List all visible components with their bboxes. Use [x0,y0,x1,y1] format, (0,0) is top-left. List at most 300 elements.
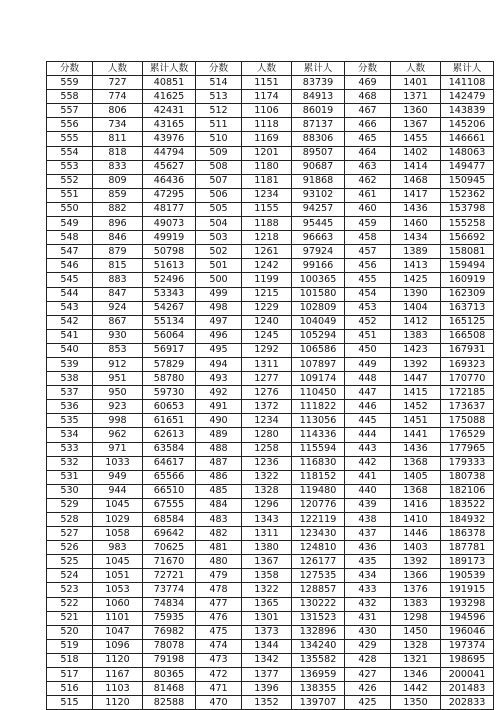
score-cell: 494 [196,357,242,371]
score-cell: 505 [196,202,242,216]
count-cell: 1229 [242,301,292,315]
count-cell: 1051 [93,569,143,583]
cumulative-cell: 69642 [143,527,196,541]
count-cell: 1441 [391,428,441,442]
score-cell: 499 [196,287,242,301]
score-cell: 448 [345,372,391,386]
table-row [47,668,494,682]
score-cell: 443 [345,442,391,456]
score-cell: 477 [196,597,242,611]
count-cell: 1447 [391,372,441,386]
table-row [47,625,494,639]
score-cell: 466 [345,118,391,132]
count-cell: 962 [93,428,143,442]
table-row [47,217,494,231]
score-cell: 517 [47,668,93,682]
count-cell: 1401 [391,76,441,90]
count-cell: 1436 [391,202,441,216]
count-cell: 1436 [391,442,441,456]
score-cell: 540 [47,343,93,357]
score-cell: 527 [47,527,93,541]
cumulative-cell: 76982 [143,625,196,639]
count-cell: 951 [93,372,143,386]
score-cell: 480 [196,555,242,569]
cumulative-cell: 56917 [143,343,196,357]
cumulative-cell: 70625 [143,541,196,555]
count-cell: 1413 [391,259,441,273]
count-cell: 924 [93,301,143,315]
cumulative-cell: 115594 [292,442,345,456]
score-cell: 558 [47,90,93,104]
score-cell: 521 [47,611,93,625]
cumulative-cell: 197374 [441,639,494,653]
cumulative-cell: 114336 [292,428,345,442]
count-cell: 1234 [242,414,292,428]
score-cell: 450 [345,343,391,357]
table-row [47,76,494,90]
score-cell: 495 [196,343,242,357]
score-cell: 515 [47,696,93,710]
cumulative-cell: 78078 [143,639,196,653]
score-cell: 483 [196,513,242,527]
cumulative-cell: 88306 [292,132,345,146]
score-cell: 482 [196,527,242,541]
score-distribution-table-container [46,61,492,710]
score-cell: 531 [47,470,93,484]
count-cell: 1367 [242,555,292,569]
count-cell: 1367 [391,118,441,132]
score-cell: 447 [345,386,391,400]
score-cell: 507 [196,174,242,188]
score-cell: 438 [345,513,391,527]
score-cell: 434 [345,569,391,583]
table-row [47,414,494,428]
table-row [47,653,494,667]
table-row [47,386,494,400]
cumulative-cell: 135582 [292,653,345,667]
count-cell: 1417 [391,188,441,202]
cumulative-cell: 118152 [292,470,345,484]
header-score: 分数 [345,62,391,76]
score-cell: 428 [345,653,391,667]
cumulative-cell: 165125 [441,315,494,329]
cumulative-cell: 202833 [441,696,494,710]
cumulative-cell: 130222 [292,597,345,611]
score-cell: 490 [196,414,242,428]
score-cell: 544 [47,287,93,301]
cumulative-cell: 99166 [292,259,345,273]
table-row [47,541,494,555]
score-cell: 553 [47,160,93,174]
score-cell: 538 [47,372,93,386]
count-cell: 1344 [242,639,292,653]
cumulative-cell: 82588 [143,696,196,710]
count-cell: 1403 [391,541,441,555]
cumulative-cell: 106586 [292,343,345,357]
score-cell: 425 [345,696,391,710]
count-cell: 1120 [93,696,143,710]
score-cell: 456 [345,259,391,273]
count-cell: 1240 [242,315,292,329]
count-cell: 1392 [391,357,441,371]
table-row [47,428,494,442]
header-score: 分数 [47,62,93,76]
count-cell: 1322 [242,583,292,597]
count-cell: 923 [93,400,143,414]
score-cell: 523 [47,583,93,597]
cumulative-cell: 138355 [292,682,345,696]
table-row [47,287,494,301]
score-cell: 467 [345,104,391,118]
score-cell: 528 [47,513,93,527]
cumulative-cell: 177965 [441,442,494,456]
score-cell: 493 [196,372,242,386]
count-cell: 1368 [391,484,441,498]
score-cell: 458 [345,231,391,245]
score-cell: 470 [196,696,242,710]
count-cell: 1029 [93,513,143,527]
score-cell: 471 [196,682,242,696]
table-row [47,611,494,625]
cumulative-cell: 123430 [292,527,345,541]
count-cell: 1174 [242,90,292,104]
cumulative-cell: 119480 [292,484,345,498]
cumulative-cell: 201483 [441,682,494,696]
cumulative-cell: 55134 [143,315,196,329]
cumulative-cell: 62613 [143,428,196,442]
table-row [47,160,494,174]
score-cell: 431 [345,611,391,625]
cumulative-cell: 143839 [441,104,494,118]
cumulative-cell: 149477 [441,160,494,174]
score-cell: 430 [345,625,391,639]
table-row [47,555,494,569]
cumulative-cell: 186378 [441,527,494,541]
cumulative-cell: 124810 [292,541,345,555]
score-cell: 547 [47,245,93,259]
count-cell: 1181 [242,174,292,188]
score-cell: 548 [47,231,93,245]
table-row [47,273,494,287]
score-cell: 559 [47,76,93,90]
count-cell: 1045 [93,555,143,569]
cumulative-cell: 189173 [441,555,494,569]
cumulative-cell: 84913 [292,90,345,104]
score-cell: 500 [196,273,242,287]
score-cell: 462 [345,174,391,188]
count-cell: 1371 [391,90,441,104]
count-cell: 1188 [242,217,292,231]
table-row [47,188,494,202]
count-cell: 1033 [93,456,143,470]
score-cell: 453 [345,301,391,315]
table-row [47,132,494,146]
count-cell: 1416 [391,498,441,512]
count-cell: 853 [93,343,143,357]
cumulative-cell: 45627 [143,160,196,174]
count-cell: 896 [93,217,143,231]
score-cell: 539 [47,357,93,371]
cumulative-cell: 57829 [143,357,196,371]
score-cell: 459 [345,217,391,231]
cumulative-cell: 190539 [441,569,494,583]
score-cell: 460 [345,202,391,216]
score-cell: 530 [47,484,93,498]
score-cell: 535 [47,414,93,428]
count-cell: 1258 [242,442,292,456]
score-cell: 518 [47,653,93,667]
count-cell: 1151 [242,76,292,90]
score-cell: 468 [345,90,391,104]
cumulative-cell: 49919 [143,231,196,245]
cumulative-cell: 136959 [292,668,345,682]
cumulative-cell: 73774 [143,583,196,597]
cumulative-cell: 146661 [441,132,494,146]
cumulative-cell: 179333 [441,456,494,470]
score-cell: 440 [345,484,391,498]
cumulative-cell: 175088 [441,414,494,428]
count-cell: 1376 [391,583,441,597]
count-cell: 1446 [391,527,441,541]
cumulative-cell: 139707 [292,696,345,710]
score-cell: 439 [345,498,391,512]
count-cell: 833 [93,160,143,174]
count-cell: 1383 [391,329,441,343]
count-cell: 1451 [391,414,441,428]
score-cell: 435 [345,555,391,569]
cumulative-cell: 50798 [143,245,196,259]
count-cell: 1468 [391,174,441,188]
score-cell: 550 [47,202,93,216]
score-cell: 520 [47,625,93,639]
count-cell: 1047 [93,625,143,639]
count-cell: 809 [93,174,143,188]
cumulative-cell: 104049 [292,315,345,329]
score-cell: 444 [345,428,391,442]
table-row [47,583,494,597]
score-cell: 543 [47,301,93,315]
cumulative-cell: 47295 [143,188,196,202]
count-cell: 1321 [391,653,441,667]
score-cell: 513 [196,90,242,104]
score-cell: 451 [345,329,391,343]
count-cell: 1201 [242,146,292,160]
count-cell: 1366 [391,569,441,583]
cumulative-cell: 131523 [292,611,345,625]
score-cell: 484 [196,498,242,512]
header-cumulative: 累计人数 [143,62,196,76]
score-cell: 551 [47,188,93,202]
cumulative-cell: 159494 [441,259,494,273]
score-cell: 537 [47,386,93,400]
cumulative-cell: 172185 [441,386,494,400]
count-cell: 1155 [242,202,292,216]
count-cell: 1292 [242,343,292,357]
cumulative-cell: 95445 [292,217,345,231]
score-cell: 555 [47,132,93,146]
score-cell: 510 [196,132,242,146]
cumulative-cell: 156692 [441,231,494,245]
count-cell: 1380 [242,541,292,555]
count-cell: 1103 [93,682,143,696]
cumulative-cell: 97924 [292,245,345,259]
table-header-row [47,62,494,76]
count-cell: 882 [93,202,143,216]
count-cell: 1060 [93,597,143,611]
cumulative-cell: 58780 [143,372,196,386]
cumulative-cell: 46436 [143,174,196,188]
count-cell: 811 [93,132,143,146]
count-cell: 1296 [242,498,292,512]
score-cell: 533 [47,442,93,456]
score-cell: 506 [196,188,242,202]
cumulative-cell: 127535 [292,569,345,583]
count-cell: 1350 [391,696,441,710]
score-cell: 501 [196,259,242,273]
cumulative-cell: 109174 [292,372,345,386]
count-cell: 1392 [391,555,441,569]
score-cell: 502 [196,245,242,259]
cumulative-cell: 43165 [143,118,196,132]
cumulative-cell: 200041 [441,668,494,682]
score-cell: 529 [47,498,93,512]
table-row [47,400,494,414]
score-cell: 557 [47,104,93,118]
cumulative-cell: 198695 [441,653,494,667]
score-cell: 491 [196,400,242,414]
count-cell: 1045 [93,498,143,512]
cumulative-cell: 180738 [441,470,494,484]
cumulative-cell: 183522 [441,498,494,512]
table-row [47,569,494,583]
table-row [47,372,494,386]
score-cell: 446 [345,400,391,414]
score-cell: 536 [47,400,93,414]
cumulative-cell: 93102 [292,188,345,202]
score-cell: 514 [196,76,242,90]
count-cell: 1342 [242,653,292,667]
table-row [47,259,494,273]
cumulative-cell: 170770 [441,372,494,386]
score-cell: 481 [196,541,242,555]
cumulative-cell: 116830 [292,456,345,470]
count-cell: 1280 [242,428,292,442]
count-cell: 1412 [391,315,441,329]
score-cell: 432 [345,597,391,611]
table-row [47,118,494,132]
count-cell: 883 [93,273,143,287]
count-cell: 1415 [391,386,441,400]
cumulative-cell: 89507 [292,146,345,160]
count-cell: 1368 [391,456,441,470]
cumulative-cell: 59730 [143,386,196,400]
score-cell: 463 [345,160,391,174]
score-cell: 546 [47,259,93,273]
score-cell: 549 [47,217,93,231]
header-cumulative: 累计人 [441,62,494,76]
score-cell: 433 [345,583,391,597]
cumulative-cell: 122119 [292,513,345,527]
cumulative-cell: 101580 [292,287,345,301]
table-row [47,315,494,329]
cumulative-cell: 163713 [441,301,494,315]
count-cell: 1101 [93,611,143,625]
cumulative-cell: 152362 [441,188,494,202]
cumulative-cell: 107897 [292,357,345,371]
table-row [47,357,494,371]
cumulative-cell: 196046 [441,625,494,639]
cumulative-cell: 42431 [143,104,196,118]
cumulative-cell: 87137 [292,118,345,132]
score-cell: 441 [345,470,391,484]
score-cell: 475 [196,625,242,639]
score-cell: 524 [47,569,93,583]
count-cell: 1452 [391,400,441,414]
cumulative-cell: 184932 [441,513,494,527]
table-row [47,682,494,696]
count-cell: 1328 [391,639,441,653]
count-cell: 1053 [93,583,143,597]
count-cell: 879 [93,245,143,259]
table-row [47,343,494,357]
cumulative-cell: 66510 [143,484,196,498]
score-cell: 457 [345,245,391,259]
score-cell: 465 [345,132,391,146]
cumulative-cell: 79198 [143,653,196,667]
score-cell: 437 [345,527,391,541]
count-cell: 1414 [391,160,441,174]
cumulative-cell: 53343 [143,287,196,301]
score-cell: 429 [345,639,391,653]
score-cell: 525 [47,555,93,569]
score-cell: 541 [47,329,93,343]
score-cell: 487 [196,456,242,470]
count-cell: 734 [93,118,143,132]
table-row [47,696,494,710]
cumulative-cell: 182106 [441,484,494,498]
header-cumulative: 累计人 [292,62,345,76]
score-cell: 454 [345,287,391,301]
count-cell: 1118 [242,118,292,132]
cumulative-cell: 162309 [441,287,494,301]
score-cell: 534 [47,428,93,442]
cumulative-cell: 160919 [441,273,494,287]
count-cell: 1352 [242,696,292,710]
cumulative-cell: 86019 [292,104,345,118]
count-cell: 1058 [93,527,143,541]
count-cell: 1460 [391,217,441,231]
cumulative-cell: 65566 [143,470,196,484]
header-count: 人数 [391,62,441,76]
header-count: 人数 [93,62,143,76]
count-cell: 1455 [391,132,441,146]
score-cell: 503 [196,231,242,245]
score-cell: 488 [196,442,242,456]
cumulative-cell: 75935 [143,611,196,625]
cumulative-cell: 64617 [143,456,196,470]
count-cell: 727 [93,76,143,90]
count-cell: 1215 [242,287,292,301]
count-cell: 847 [93,287,143,301]
score-cell: 479 [196,569,242,583]
score-cell: 545 [47,273,93,287]
count-cell: 1377 [242,668,292,682]
count-cell: 815 [93,259,143,273]
count-cell: 1383 [391,597,441,611]
count-cell: 1180 [242,160,292,174]
count-cell: 1450 [391,625,441,639]
score-cell: 509 [196,146,242,160]
